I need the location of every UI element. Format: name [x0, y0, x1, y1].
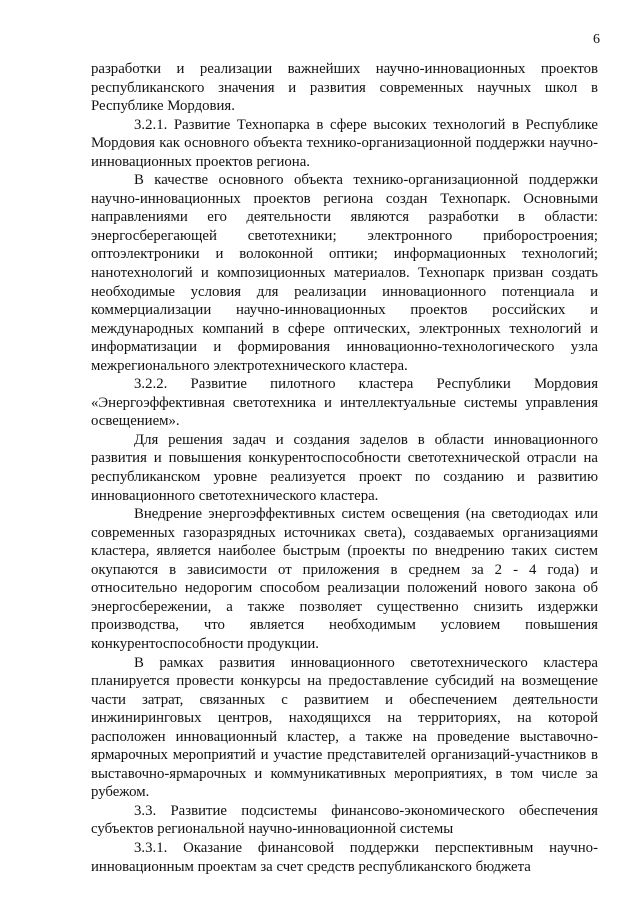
paragraph-subsidies: В рамках развития инновационного светотехнического кластера планируется провести конкурсы на предоставление субсидий на возмещение части затрат, связанных с развитием и обеспечением деятельности инжиниринговых центров, находящихся на территориях, на которой расположен инновационный кластер, а также на проведение выставочно-ярмарочных мероприятий и участие представителей организаций-участников в выставочно-ярмарочных и коммуникативных мероприятиях, в том числе за рубежом. [91, 654, 598, 801]
paragraph-section-3-3: 3.3. Развитие подсистемы финансово-экономического обеспечения субъектов региональной научно-инновационной системы [91, 802, 598, 838]
page-number: 6 [593, 32, 600, 47]
paragraph-section-3-3-1: 3.3.1. Оказание финансовой поддержки перспективным научно-инновационным проектам за счет средств республиканского бюджета [91, 839, 598, 875]
document-body [91, 60, 598, 876]
paragraph-section-3-2-2: 3.2.2. Развитие пилотного кластера Республики Мордовия «Энергоэффективная светотехника и интеллектуальные системы управления освещением». [91, 376, 598, 430]
paragraph-continuation: разработки и реализации важнейших научно-инновационных проектов республиканского значения и развития современных научных школ в Республике Мордовия. [91, 61, 598, 115]
paragraph-technopark: В качестве основного объекта технико-организационной поддержки научно-инновационных проектов региона создан Технопарк. Основными направлениями его деятельности являются разработки в области: энергосберегающей светотехники; электронного приборостроения; оптоэлектроники и волоконной оптики; информационных технологий; нанотехнологий и композиционных материалов. Технопарк призван создать необходимые условия для реализации инновационного потенциала и коммерциализации научно-инновационных проектов российских и международных компаний в сфере оптических, электронных технологий и информатизации и формирования инновационно-технологического узла межрегионального электротехнического кластера. [91, 172, 598, 374]
paragraph-cluster-project: Для решения задач и создания заделов в области инновационного развития и повышения конкурентоспособности светотехнической отрасли на республиканском уровне реализуется проект по созданию и развитию инновационного светотехнического кластера. [91, 431, 598, 504]
paragraph-energy-efficient-lighting: Внедрение энергоэффективных систем освещения (на светодиодах или современных газоразрядных источниках света), создаваемых организациями кластера, является наиболее быстрым (проекты по внедрению таких систем окупаются в зависимости от приложения в среднем за 2 - 4 года) и относительно недорогим способом реализации положений нового закона об энергосбережении, а также позволяет существенно снизить издержки производства, что является необходимым условием повышения конкурентоспособности продукции. [91, 506, 598, 652]
paragraph-section-3-2-1: 3.2.1. Развитие Технопарка в сфере высоких технологий в Республике Мордовия как основного объекта технико-организационной поддержки научно-инновационных проектов региона. [91, 116, 598, 170]
